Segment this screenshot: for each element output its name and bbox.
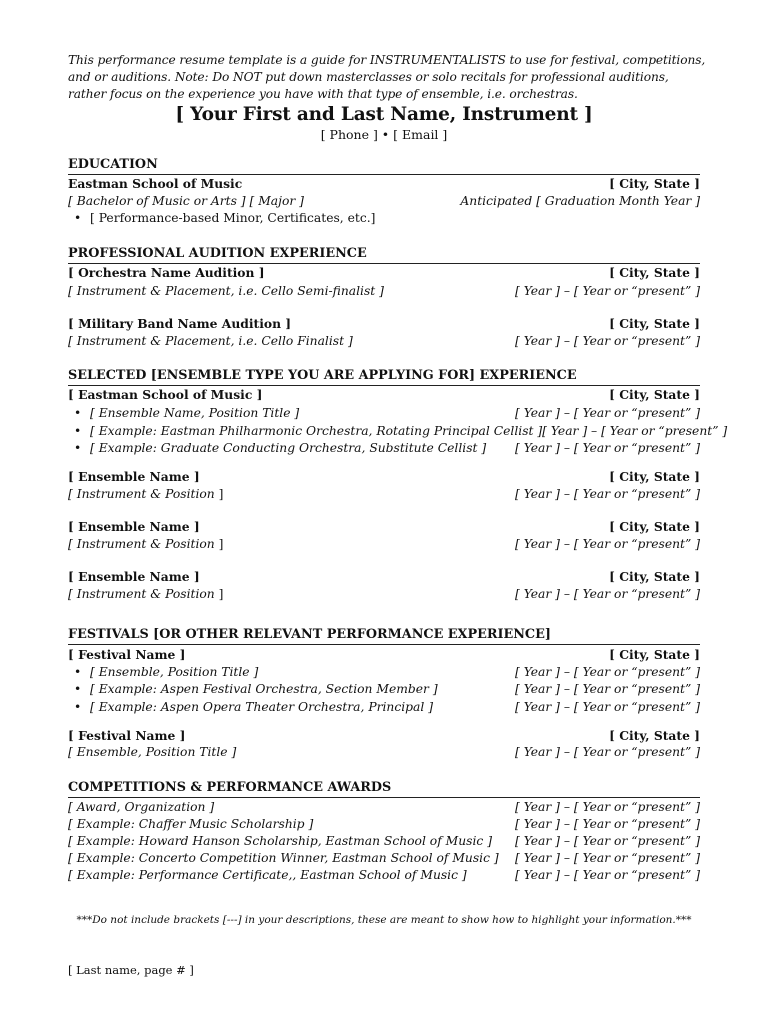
contact-line: [ Phone ] • [ Email ] (320, 127, 448, 142)
bullet-icon: • (74, 665, 82, 679)
intro-note: This performance resume template is a guide for INSTRUMENTALISTS to use for festival, competitions, and or auditions. Note: Do NOT put down masterclasses or solo recitals for professional auditions, rather focus on the experience you have with that type of ensemble, i.e. orchestras. (68, 53, 706, 101)
ensemble-bullet-dates: [ Year ] – [ Year or “present” ] (514, 406, 700, 420)
festival-bullet-dates: [ Year ] – [ Year or “present” ] (514, 682, 700, 696)
ensemble-heading: SELECTED [ENSEMBLE TYPE YOU ARE APPLYING FOR] EXPERIENCE (68, 368, 700, 386)
award-dates: [ Year ] – [ Year or “present” ] (514, 817, 700, 831)
ensemble-name: [ Ensemble Name ] (68, 469, 200, 484)
audition-name: [ Orchestra Name Audition ] (68, 265, 265, 280)
education-degree-row (68, 193, 700, 209)
award-row (68, 816, 700, 832)
school-location: [ City, State ] (609, 176, 700, 191)
festivals-heading: FESTIVALS [OR OTHER RELEVANT PERFORMANCE EXPERIENCE] (68, 627, 700, 645)
audition-entry-1-detail (68, 283, 700, 299)
ensemble-entry-3 (68, 569, 700, 585)
award-text: [ Example: Howard Hanson Scholarship, Eastman School of Music ] (68, 834, 493, 848)
festival-bullet (68, 664, 700, 680)
ensemble-dates: [ Year ] – [ Year or “present” ] (514, 537, 700, 551)
festival-bullet-text: [ Example: Aspen Opera Theater Orchestra, Principal ] (90, 700, 433, 714)
festival-name: [ Festival Name ] (68, 647, 186, 662)
festival-location: [ City, State ] (609, 647, 700, 662)
ensemble-name: [ Ensemble Name ] (68, 569, 200, 584)
education-heading: EDUCATION (68, 157, 700, 175)
festival-bullet-text: [ Ensemble, Position Title ] (90, 665, 259, 679)
ensemble-entry-location: [ City, State ] (609, 569, 700, 584)
ensemble-bullet-text: [ Example: Eastman Philharmonic Orchestra, Rotating Principal Cellist ] (90, 424, 543, 438)
ensemble-entry-1-detail (68, 486, 700, 502)
festival-dates: [ Year ] – [ Year or “present” ] (514, 745, 700, 759)
ensemble-location: [ City, State ] (609, 387, 700, 402)
festival-entry-1 (68, 647, 700, 663)
award-dates: [ Year ] – [ Year or “present” ] (514, 868, 700, 882)
festival-bullet-text: [ Example: Aspen Festival Orchestra, Section Member ] (90, 682, 438, 696)
ensemble-entry-3-detail (68, 586, 700, 602)
bullet-icon: • (74, 424, 82, 438)
audition-entry-2 (68, 316, 700, 332)
award-row (68, 867, 700, 883)
ensemble-dates: [ Year ] – [ Year or “present” ] (514, 487, 700, 501)
award-dates: [ Year ] – [ Year or “present” ] (514, 800, 700, 814)
ensemble-entry-location: [ City, State ] (609, 519, 700, 534)
audition-dates: [ Year ] – [ Year or “present” ] (514, 284, 700, 298)
audition-dates: [ Year ] – [ Year or “present” ] (514, 334, 700, 348)
audition-heading: PROFESSIONAL AUDITION EXPERIENCE (68, 246, 700, 264)
school-name: Eastman School of Music (68, 176, 243, 191)
ensemble-school-row (68, 387, 700, 403)
graduation: Anticipated [ Graduation Month Year ] (460, 194, 700, 208)
award-text: [ Award, Organization ] (68, 800, 215, 814)
festival-location: [ City, State ] (609, 728, 700, 743)
education-bullet (68, 210, 700, 226)
ensemble-bullet (68, 440, 700, 456)
ensemble-bullet (68, 405, 700, 421)
award-dates: [ Year ] – [ Year or “present” ] (514, 851, 700, 865)
applicant-name: [ Your First and Last Name, Instrument ] (175, 104, 593, 125)
ensemble-name: [ Ensemble Name ] (68, 519, 200, 534)
ensemble-detail-end: ] (214, 587, 224, 601)
award-dates: [ Year ] – [ Year or “present” ] (514, 834, 700, 848)
festival-bullet (68, 681, 700, 697)
ensemble-detail: [ Instrument & Position (68, 587, 215, 601)
ensemble-bullet-dates: [ Year ] – [ Year or “present” ] (514, 441, 700, 455)
bullet-icon: • (74, 700, 82, 714)
audition-name: [ Military Band Name Audition ] (68, 316, 292, 331)
audition-detail: [ Instrument & Placement, i.e. Cello Semi-finalist ] (68, 284, 384, 298)
audition-detail: [ Instrument & Placement, i.e. Cello Finalist ] (68, 334, 353, 348)
ensemble-entry-2 (68, 519, 700, 535)
ensemble-entry-1 (68, 469, 700, 485)
award-row (68, 799, 700, 815)
audition-location: [ City, State ] (609, 316, 700, 331)
bracket-footnote: ***Do not include brackets [---] in your descriptions, these are meant to show how to highlight your information.*** (76, 914, 692, 926)
festival-bullet (68, 699, 700, 715)
award-text: [ Example: Performance Certificate,, Eastman School of Music ] (68, 868, 467, 882)
education-school-row (68, 176, 700, 192)
award-row (68, 833, 700, 849)
bullet-icon: • (74, 441, 82, 455)
festival-bullet-dates: [ Year ] – [ Year or “present” ] (514, 700, 700, 714)
ensemble-bullet-dates: [ Year ] – [ Year or “present” ] (542, 424, 728, 438)
audition-entry-1 (68, 265, 700, 281)
page-footer: [ Last name, page # ] (68, 963, 194, 977)
ensemble-detail-end: ] (214, 537, 224, 551)
audition-entry-2-detail (68, 333, 700, 349)
award-text: [ Example: Concerto Competition Winner, Eastman School of Music ] (68, 851, 499, 865)
ensemble-detail-end: ] (214, 487, 224, 501)
ensemble-bullet-text: [ Example: Graduate Conducting Orchestra, Substitute Cellist ] (90, 441, 487, 455)
education-bullet-text: [ Performance-based Minor, Certificates, etc.] (90, 211, 376, 225)
award-text: [ Example: Chaffer Music Scholarship ] (68, 817, 314, 831)
ensemble-school: [ Eastman School of Music ] (68, 387, 263, 402)
ensemble-bullet-text: [ Ensemble Name, Position Title ] (90, 406, 300, 420)
ensemble-dates: [ Year ] – [ Year or “present” ] (514, 587, 700, 601)
degree: [ Bachelor of Music or Arts ] [ Major ] (68, 194, 304, 208)
festival-bullet-dates: [ Year ] – [ Year or “present” ] (514, 665, 700, 679)
audition-location: [ City, State ] (609, 265, 700, 280)
festival-name: [ Festival Name ] (68, 728, 186, 743)
bullet-icon: • (74, 211, 82, 225)
bullet-icon: • (74, 406, 82, 420)
ensemble-entry-location: [ City, State ] (609, 469, 700, 484)
festival-entry-2 (68, 728, 700, 744)
ensemble-bullet (68, 423, 728, 439)
ensemble-detail: [ Instrument & Position (68, 487, 215, 501)
bullet-icon: • (74, 682, 82, 696)
ensemble-detail: [ Instrument & Position (68, 537, 215, 551)
ensemble-entry-2-detail (68, 536, 700, 552)
awards-heading: COMPETITIONS & PERFORMANCE AWARDS (68, 780, 700, 798)
festival-detail: [ Ensemble, Position Title ] (68, 745, 237, 759)
festival-entry-2-detail (68, 744, 700, 760)
award-row (68, 850, 700, 866)
